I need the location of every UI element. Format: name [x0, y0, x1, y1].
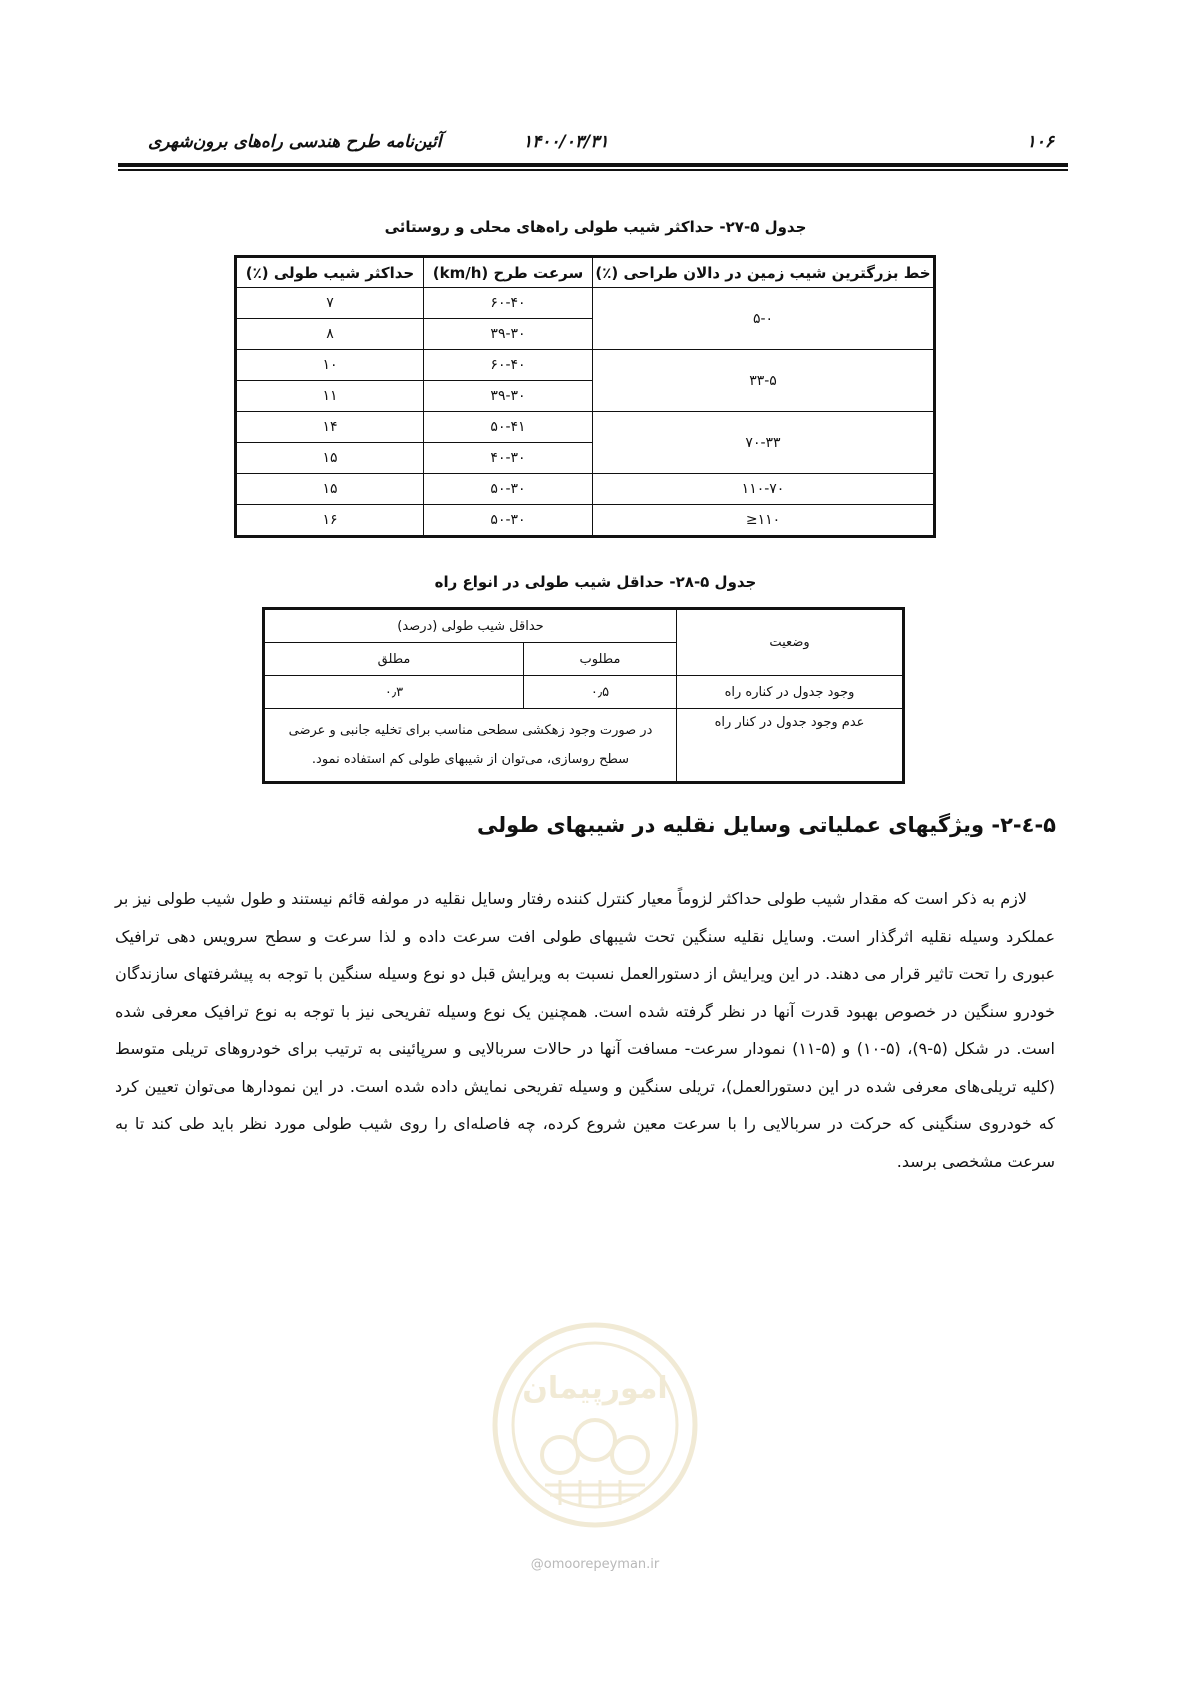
speed-cell: ۶۰-۴۰: [424, 288, 593, 319]
watermark-logo: [490, 1320, 700, 1530]
grade-cell: ۱۶: [236, 505, 424, 537]
note-line: در صورت وجود زهکشی سطحی مناسب برای تخلیه جانبی و عرضی: [288, 723, 653, 738]
grade-cell: ۱۴: [236, 412, 424, 443]
table-row: [236, 350, 935, 381]
grade-cell: ۱۵: [236, 443, 424, 474]
header-title: آئین‌نامه طرح هندسی راه‌های برون‌شهری: [148, 132, 442, 152]
status-cell: عدم وجود جدول در کنار راه: [677, 709, 904, 783]
body-paragraph: [115, 880, 1055, 1180]
table-row: [264, 676, 904, 709]
speed-cell: ۶۰-۴۰: [424, 350, 593, 381]
absolute-header: مطلق: [264, 643, 524, 676]
terrain-cell: ۱۱۰≤: [593, 505, 935, 537]
watermark-site: @omoorepeyman.ir: [530, 1557, 660, 1572]
page-header: [118, 128, 1068, 162]
table-row: [236, 288, 935, 319]
table-row: [264, 609, 904, 643]
desired-header: مطلوب: [524, 643, 677, 676]
page-number: ۱۰۶: [1026, 132, 1054, 152]
table1-header-terrain: خط بزرگترین شیب زمین در دالان طراحی (٪): [593, 257, 935, 288]
speed-cell: ۴۰-۳۰: [424, 443, 593, 474]
terrain-cell: ۳۳-۵: [593, 350, 935, 412]
note-line: سطح روسازی، می‌توان از شیبهای طولی کم استفاده نمود.: [311, 752, 630, 767]
speed-cell: ۳۹-۳۰: [424, 319, 593, 350]
grade-cell: ۱۰: [236, 350, 424, 381]
grade-cell: ۸: [236, 319, 424, 350]
speed-cell: ۵۰-۳۰: [424, 505, 593, 537]
desired-cell: ۰٫۵: [524, 676, 677, 709]
table-row: [236, 412, 935, 443]
paragraph-text: لازم به ذکر است که مقدار شیب طولی حداکثر لزوماً معیار کنترل کننده رفتار وسایل نقلیه در مولفه قائم نیستند و طول شیب طولی نیز بر عملکرد وسیله نقلیه اثرگذار است. وسایل نقلیه سنگین تحت شیبهای طولی افت سرعت داده و لذا سرعت و سطح سرویس دهی ترافیک عبوری را تحت تاثیر قرار می دهند. در این ویرایش از دستورالعمل نسبت به ویرایش قبل دو نوع وسیله سنگین با توجه به پیشرفتهای سازندگان خودرو سنگین در خصوص بهبود قدرت آنها در نظر گرفته شده است. همچنین یک نوع وسیله تفریحی نیز با توجه به نوع ترافیک معرفی شده است. در شکل (۵-۹)، (۵-۱۰) و (۵-۱۱) نمودار سرعت- مسافت آنها در حالات سربالایی و سرپائینی به ترتیب برای خودروهای تریلی متوسط (کلیه تریلی‌های معرفی شده در این دستورالعمل)، تریلی سنگین و وسیله تفریحی نمایش داده شده است. در این نمودارها می‌توان تعیین کرد که خودروی سنگینی که حرکت در سربالایی را با سرعت معین شروع کرده، چه فاصله‌ای را روی شیب طولی مورد نظر باید طی کند تا به سرعت مشخصی برسد.: [115, 889, 1056, 1171]
table2-caption: جدول ۵-۲۸- حداقل شیب طولی در انواع راه: [434, 573, 757, 591]
watermark-logo-text: امورپیمان: [522, 1371, 668, 1406]
table-row: [264, 709, 904, 783]
grade-cell: ۷: [236, 288, 424, 319]
section-heading: ۵-٤-۲- ویژگیهای عملیاتی وسایل نقلیه در شیبهای طولی: [476, 813, 1056, 837]
status-cell: وجود جدول در کناره راه: [677, 676, 904, 709]
table1-caption: جدول ۵-۲۷- حداکثر شیب طولی راه‌های محلی و روستائی: [384, 218, 807, 236]
table-row: [236, 474, 935, 505]
speed-cell: ۵۰-۴۱: [424, 412, 593, 443]
min-grade-table: [262, 607, 905, 784]
terrain-cell: ۵-۰: [593, 288, 935, 350]
max-grade-table: [234, 255, 936, 538]
header-rule-thick: [118, 163, 1068, 167]
terrain-cell: ۱۱۰-۷۰: [593, 474, 935, 505]
table1-header-speed: سرعت طرح (km/h): [424, 257, 593, 288]
grade-cell: ۱۵: [236, 474, 424, 505]
terrain-cell: ۷۰-۳۳: [593, 412, 935, 474]
note-cell: [264, 709, 677, 783]
status-header: وضعیت: [677, 609, 904, 676]
header-rule-thin: [118, 169, 1068, 171]
table-row: [236, 505, 935, 537]
header-date: ۱۴۰۰/۰۳/۳۱: [523, 132, 609, 152]
watermark-ring-inner: [513, 1343, 677, 1507]
table1-header-grade: حداکثر شیب طولی (٪): [236, 257, 424, 288]
speed-cell: ۵۰-۳۰: [424, 474, 593, 505]
grade-cell: ۱۱: [236, 381, 424, 412]
absolute-cell: ۰٫۳: [264, 676, 524, 709]
min-grade-header: حداقل شیب طولی (درصد): [264, 609, 677, 643]
speed-cell: ۳۹-۳۰: [424, 381, 593, 412]
gear-icon: [542, 1420, 648, 1505]
